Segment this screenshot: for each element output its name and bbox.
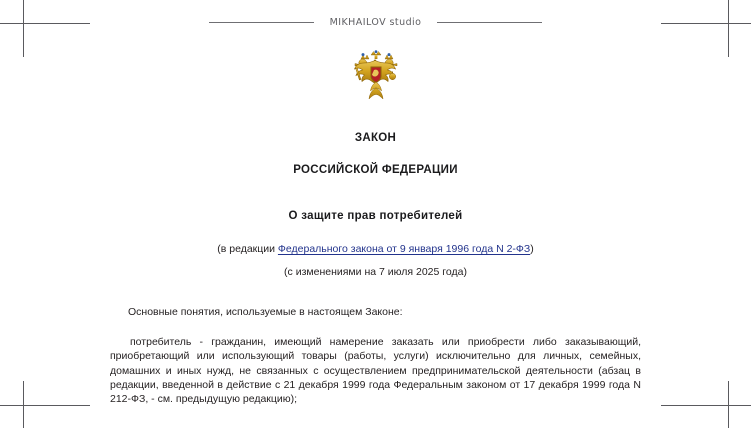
studio-rule-right xyxy=(437,22,542,23)
document-title-federation: РОССИЙСКОЙ ФЕДЕРАЦИИ xyxy=(293,164,458,176)
edition-prefix: (в редакции xyxy=(217,243,278,255)
studio-header xyxy=(0,12,751,32)
amendments-line: (с изменениями на 7 июля 2025 года) xyxy=(284,266,467,278)
studio-rule-left xyxy=(209,22,314,23)
document-subject-title: О защите прав потребителей xyxy=(288,210,463,222)
edition-line xyxy=(0,243,751,255)
emblem-container xyxy=(0,50,751,102)
studio-name: MIKHAILOV studio xyxy=(329,16,422,28)
federal-law-link[interactable]: Федерального закона от 9 января 1996 года N 2-ФЗ xyxy=(277,243,531,255)
document-title-law: ЗАКОН xyxy=(354,132,397,144)
definition-paragraph: потребитель - гражданин, имеющий намерение заказать или приобрести либо заказывающий, приобретающий или использующий товары (работы, услуги) исключительно для личных, семейных, домашних и иных нужд, не связанных с осуществлением предпринимательской деятельности (абзац в редакции, введенной в действие с 21 декабря 1999 года Федеральным законом от 17 декабря 1999 года N 212-ФЗ, - см. предыдущую редакцию); xyxy=(110,336,641,406)
document-body xyxy=(0,118,751,406)
russian-coat-of-arms-icon xyxy=(349,50,403,102)
text-column xyxy=(110,305,641,406)
edition-suffix: ) xyxy=(530,243,534,255)
section-lead-text: Основные понятия, используемые в настоящем Законе: xyxy=(128,306,403,318)
